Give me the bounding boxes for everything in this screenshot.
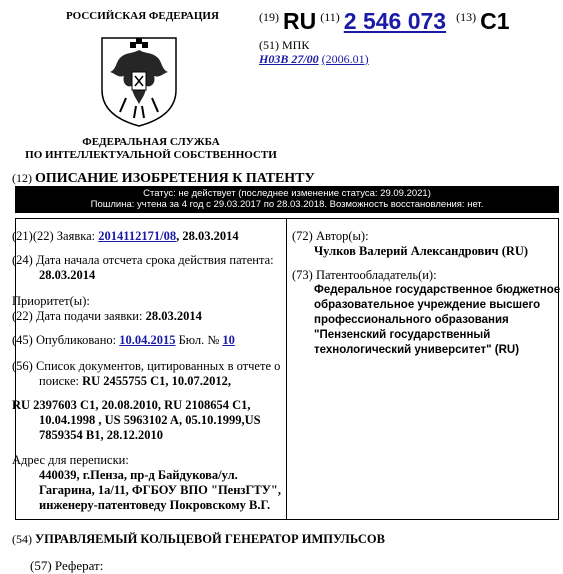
application-row [12, 229, 239, 244]
invention-title-row [12, 532, 385, 547]
cited-line-2 [39, 374, 231, 389]
owner-line-4: "Пензенский государственный [314, 329, 491, 341]
code-54: (54) [12, 532, 32, 546]
application-number-link[interactable]: 2014112171/08 [98, 229, 177, 243]
cited-line-5: 7859354 B1, 28.12.2010 [39, 428, 163, 442]
kind-code: C1 [480, 8, 510, 34]
agency-name [0, 136, 302, 162]
filing-row [12, 309, 202, 324]
address-line-2: Гагарина, 1а/11, ФГБОУ ВПО "ПензГТУ", [39, 483, 281, 497]
code-13: (13) [456, 10, 477, 24]
mpk-class-link[interactable]: H03B 27/00 [259, 52, 319, 66]
cited-line-3: RU 2397603 C1, 20.08.2010, RU 2108654 C1, [12, 398, 251, 412]
publication-label: (45) Опубликовано: [12, 333, 117, 347]
code-19: (19) [259, 10, 279, 24]
title-text: ОПИСАНИЕ ИЗОБРЕТЕНИЯ К ПАТЕНТУ [35, 171, 315, 186]
agency-line-1: ФЕДЕРАЛЬНАЯ СЛУЖБА [82, 136, 220, 148]
cited-search-label: поиске: [39, 374, 79, 388]
agency-line-2: ПО ИНТЕЛЛЕКТУАЛЬНОЙ СОБСТВЕННОСТИ [25, 149, 277, 161]
owner-line-5: технологический университет" (RU) [314, 344, 520, 356]
cited-label: (56) Список документов, цитированных в отчете о [12, 359, 281, 373]
term-date: 28.03.2014 [39, 268, 96, 282]
publication-row [12, 333, 235, 348]
country-code: RU [283, 8, 317, 34]
application-date: , 28.03.2014 [176, 229, 239, 243]
priority-label: Приоритет(ы): [12, 294, 90, 308]
bulletin-number-link[interactable]: 10 [222, 333, 235, 347]
address-line-3: инженеру-патентоведу Покровскому В.Г. [39, 498, 271, 512]
country-name: РОССИЙСКАЯ ФЕДЕРАЦИЯ [66, 10, 219, 22]
owner-line-1: Федеральное государственное бюджетное [314, 284, 561, 296]
mpk-label: (51) МПК [259, 38, 310, 52]
owner-line-2: образовательное учреждение высшего [314, 299, 541, 311]
owner-label: (73) Патентообладатель(и): [292, 268, 437, 282]
code-11: (11) [320, 10, 340, 24]
mpk-classification [259, 52, 369, 67]
term-label: (24) Дата начала отсчета срока действия патента: [12, 253, 274, 267]
address-label: Адрес для переписки: [12, 453, 129, 467]
cited-doc-1: RU 2455755 C1, 10.07.2012, [82, 374, 232, 388]
address-line-1: 440039, г.Пенза, пр-д Байдукова/ул. [39, 468, 238, 482]
abstract-label: (57) Реферат: [30, 558, 104, 573]
filing-date: 28.03.2014 [145, 309, 202, 323]
bulletin-label: Бюл. № [178, 333, 220, 347]
publication-date-link[interactable]: 10.04.2015 [119, 333, 176, 347]
document-title [12, 171, 315, 187]
mpk-version-link[interactable]: (2006.01) [321, 52, 369, 66]
coat-of-arms-emblem [96, 32, 182, 128]
owner-line-3: профессионального образования [314, 314, 509, 326]
patent-number-block [259, 8, 510, 35]
author-name: Чулков Валерий Александрович (RU) [314, 244, 529, 258]
application-label: (21)(22) Заявка: [12, 229, 96, 243]
status-line: Статус: не действует (последнее изменение статуса: 29.09.2021) [143, 188, 431, 199]
cited-line-4: 10.04.1998 , US 5963102 A, 05.10.1999,US [39, 413, 261, 427]
author-label: (72) Автор(ы): [292, 229, 369, 243]
filing-label: (22) Дата подачи заявки: [12, 309, 143, 323]
status-banner [15, 186, 559, 213]
patent-number-link[interactable]: 2 546 073 [343, 8, 447, 34]
title-code: (12) [12, 171, 32, 185]
invention-title: УПРАВЛЯЕМЫЙ КОЛЬЦЕВОЙ ГЕНЕРАТОР ИМПУЛЬСОВ [35, 532, 385, 546]
column-divider [286, 218, 287, 520]
fee-line: Пошлина: учтена за 4 год с 29.03.2017 по 28.03.2018. Возможность восстановления: нет. [90, 199, 484, 210]
